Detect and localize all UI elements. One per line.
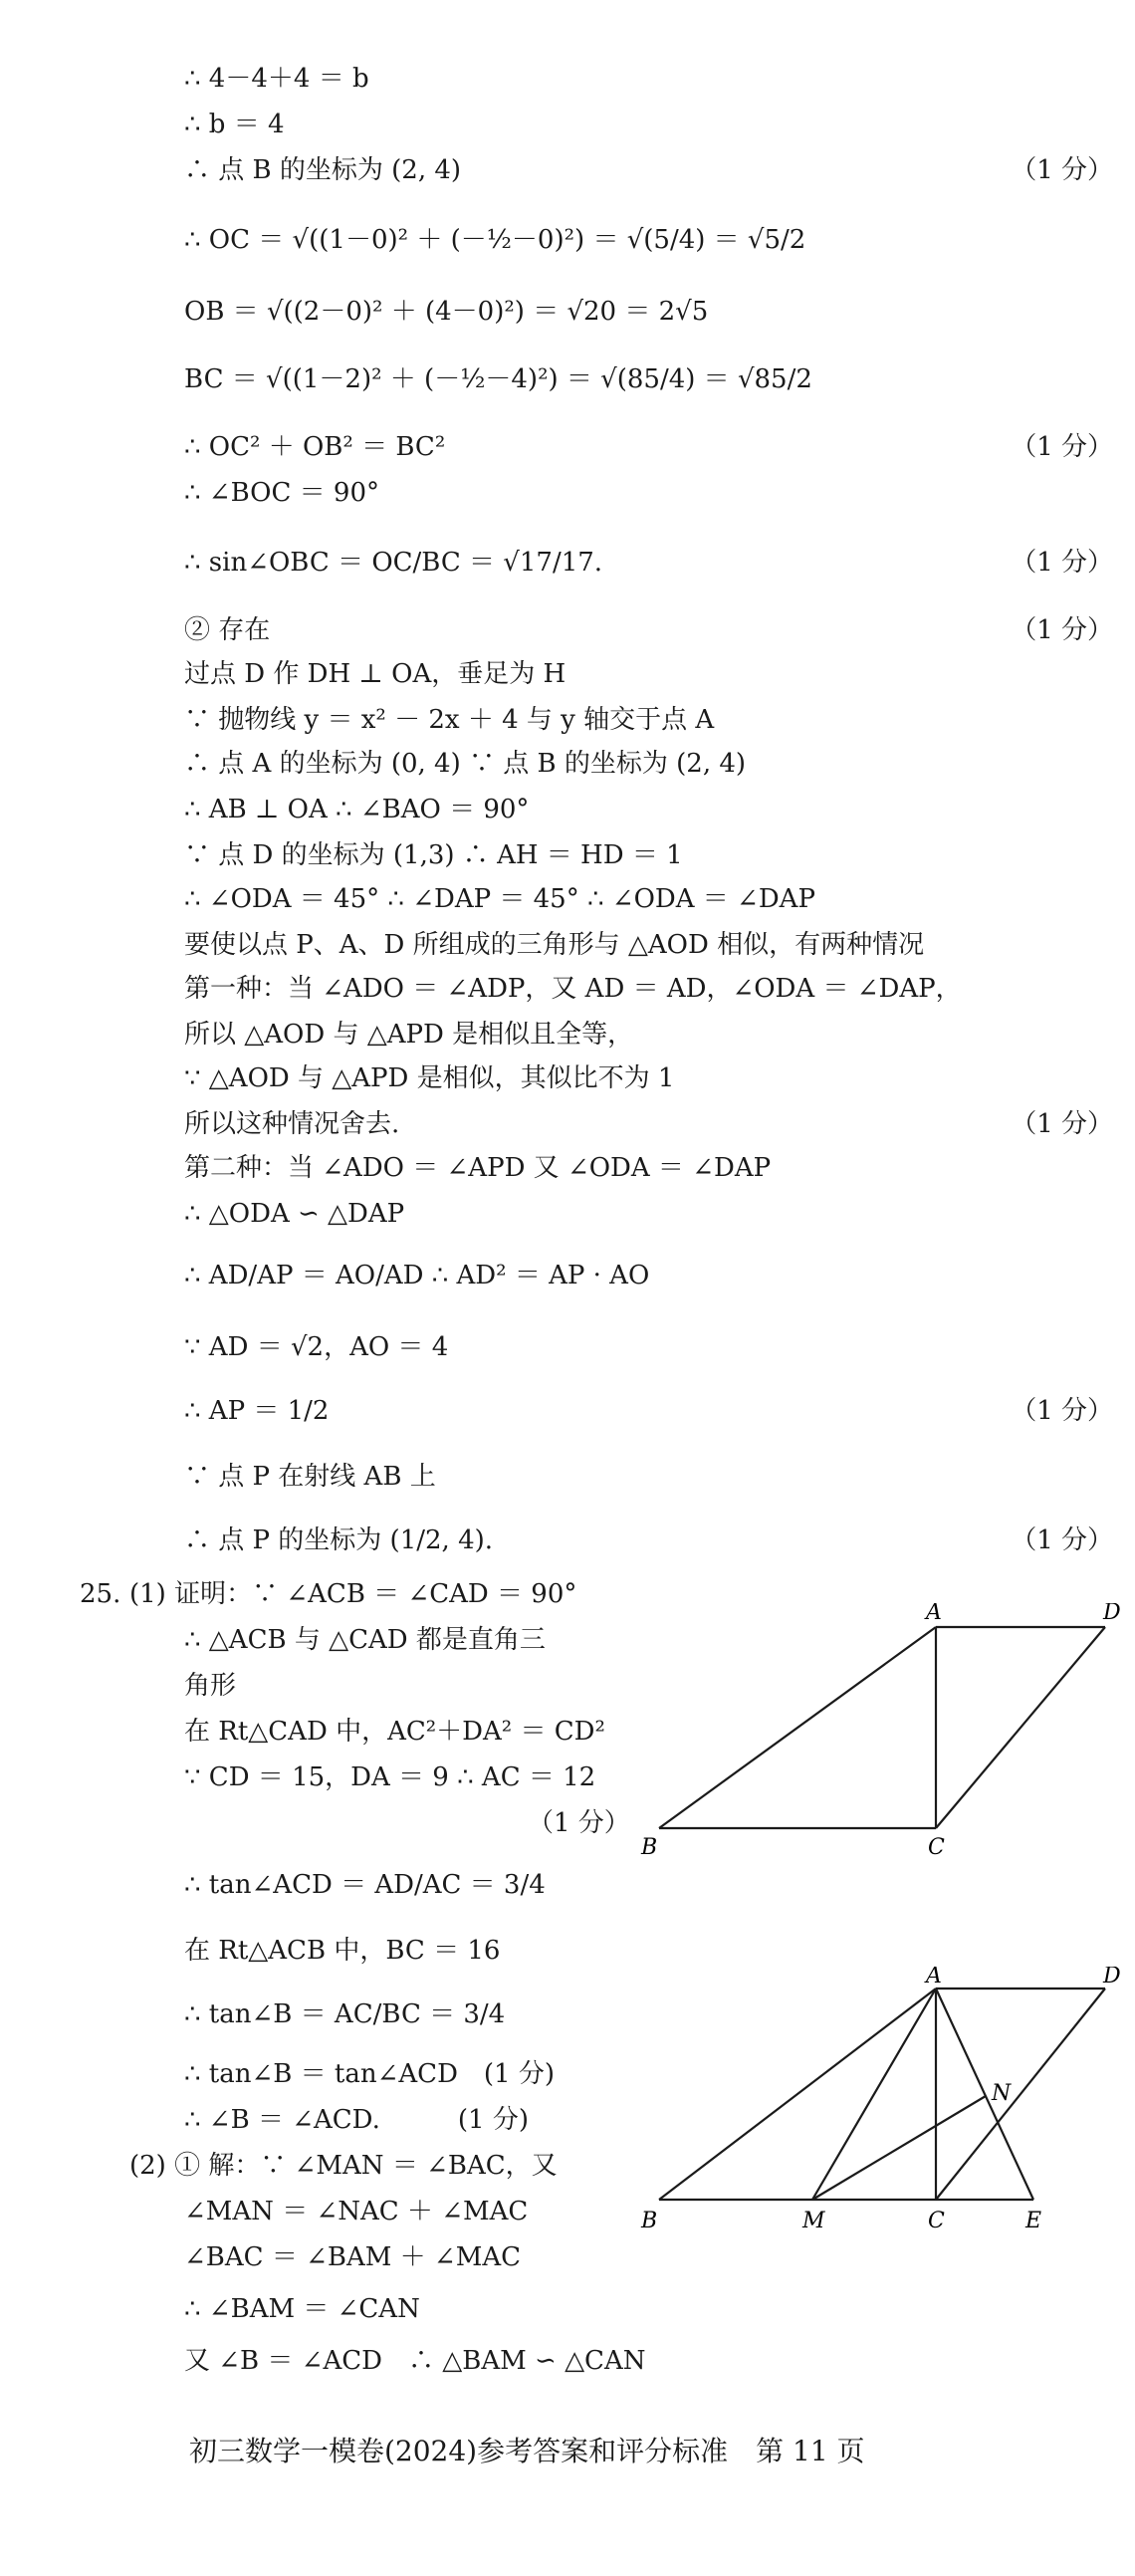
label-C: C [928,1835,945,1860]
q25-line: ∴ ∠B ＝ ∠ACD. (1 分) [184,2105,529,2135]
segment-MN [812,2096,986,2200]
solution-line: 过点 D 作 DH ⊥ OA，垂足为 H [184,659,567,689]
q25-line: 角形 [184,1671,237,1701]
solution-line: ∴ sin∠OBC ＝ OC/BC ＝ √17/17. [184,548,603,578]
label-M: M [802,2209,825,2233]
q25-line: （1 分） [528,1808,630,1838]
segment-AM [812,1989,936,2200]
solution-line: 所以这种情况舍去. [184,1109,400,1139]
solution-line: ∴ 点 A 的坐标为 (0, 4) ∵ 点 B 的坐标为 (2, 4) [184,749,747,779]
geometry-figure-1 [627,1603,1125,1882]
score-mark: （1 分） [1011,155,1113,185]
score-mark: （1 分） [1011,1396,1113,1426]
solution-line: ∵ 点 P 在射线 AB 上 [184,1462,436,1492]
label-B: B [641,1835,658,1860]
q25-line: ∴ tan∠B ＝ AC/BC ＝ 3/4 [184,1999,506,2029]
solution-line: 所以 △AOD 与 △APD 是相似且全等， [184,1020,634,1050]
solution-line: 要使以点 P、A、D 所组成的三角形与 △AOD 相似，有两种情况 [184,930,925,960]
label-N: N [992,2081,1012,2106]
q25-line: ∴ tan∠B ＝ tan∠ACD (1 分) [184,2059,556,2089]
solution-line: 第一种：当 ∠ADO ＝ ∠ADP，又 AD ＝ AD，∠ODA ＝ ∠DAP， [184,974,962,1004]
solution-line: ∵ AD ＝ √2，AO ＝ 4 [184,1332,449,1362]
solution-line: ∵ 点 D 的坐标为 (1,3) ∴ AH ＝ HD ＝ 1 [184,840,683,870]
solution-line: ∴ 4－4＋4 ＝ b [184,64,369,94]
solution-line: ∴ 点 B 的坐标为 (2, 4) [184,155,462,185]
solution-line: ∴ ∠ODA ＝ 45° ∴ ∠DAP ＝ 45° ∴ ∠ODA ＝ ∠DAP [184,884,815,914]
solution-line: ∴ ∠BOC ＝ 90° [184,478,380,508]
score-mark: （1 分） [1011,615,1113,645]
score-mark: （1 分） [1011,432,1113,462]
q25-line: 在 Rt△CAD 中，AC²＋DA² ＝ CD² [184,1717,605,1747]
segment-AB [659,1627,936,1828]
label-E: E [1025,2209,1042,2233]
score-mark: （1 分） [1011,1525,1113,1555]
q25-line: 又 ∠B ＝ ∠ACD ∴ △BAM ∽ △CAN [184,2346,646,2376]
segment-AE [936,1989,1033,2200]
solution-line: BC ＝ √((1－2)² ＋ (－½－4)²) ＝ √(85/4) ＝ √85/2 [184,364,812,394]
score-mark: （1 分） [1011,548,1113,578]
solution-line: OB ＝ √((2－0)² ＋ (4－0)²) ＝ √20 ＝ 2√5 [184,297,709,327]
q25-line: ∵ CD ＝ 15，DA ＝ 9 ∴ AC ＝ 12 [184,1762,596,1792]
geometry-figure-2 [627,1967,1125,2255]
solution-line: 第二种：当 ∠ADO ＝ ∠APD 又 ∠ODA ＝ ∠DAP [184,1153,772,1183]
solution-line: ∴ AP ＝ 1/2 [184,1396,330,1426]
solution-line: ∵ △AOD 与 △APD 是相似，其似比不为 1 [184,1063,675,1093]
solution-line: ∴ AB ⊥ OA ∴ ∠BAO ＝ 90° [184,795,530,824]
q25-line: 在 Rt△ACB 中，BC ＝ 16 [184,1936,501,1966]
q25-line: ∠MAN ＝ ∠NAC ＋ ∠MAC [184,2197,529,2226]
solution-line: ∴ OC ＝ √((1－0)² ＋ (－½－0)²) ＝ √(5/4) ＝ √5/2 [184,225,806,255]
solution-line: ② 存在 [184,615,271,645]
label-B: B [641,2209,658,2233]
score-mark: （1 分） [1011,1109,1113,1139]
solution-line: ∴ b ＝ 4 [184,110,285,139]
q25-line: ∠BAC ＝ ∠BAM ＋ ∠MAC [184,2242,521,2272]
page-footer: 初三数学一模卷(2024)参考答案和评分标准 第 11 页 [189,2435,865,2467]
solution-line: ∴ △ODA ∽ △DAP [184,1199,405,1229]
q25-line: ∴ tan∠ACD ＝ AD/AC ＝ 3/4 [184,1870,546,1900]
q25-line: ∴ △ACB 与 △CAD 都是直角三 [184,1625,546,1655]
q25-line: (1) 证明：∵ ∠ACB ＝ ∠CAD ＝ 90° [129,1579,577,1609]
label-C: C [928,2209,945,2233]
segment-CD [936,1627,1105,1828]
solution-line: ∴ OC² ＋ OB² ＝ BC² [184,432,446,462]
segment-AB [659,1989,936,2200]
q25-line: ∴ ∠BAM ＝ ∠CAN [184,2294,420,2324]
segment-CD [936,1989,1105,2200]
question-number: 25. [80,1579,121,1609]
label-A: A [926,1967,942,1989]
label-D: D [1103,1603,1121,1625]
solution-line: ∵ 抛物线 y ＝ x² － 2x ＋ 4 与 y 轴交于点 A [184,705,715,735]
label-A: A [926,1603,942,1625]
label-D: D [1103,1967,1121,1989]
solution-line: ∴ AD/AP ＝ AO/AD ∴ AD² ＝ AP · AO [184,1261,650,1290]
q25-line: (2) ① 解：∵ ∠MAN ＝ ∠BAC，又 [129,2151,558,2181]
solution-line: ∴ 点 P 的坐标为 (1/2, 4). [184,1525,494,1555]
